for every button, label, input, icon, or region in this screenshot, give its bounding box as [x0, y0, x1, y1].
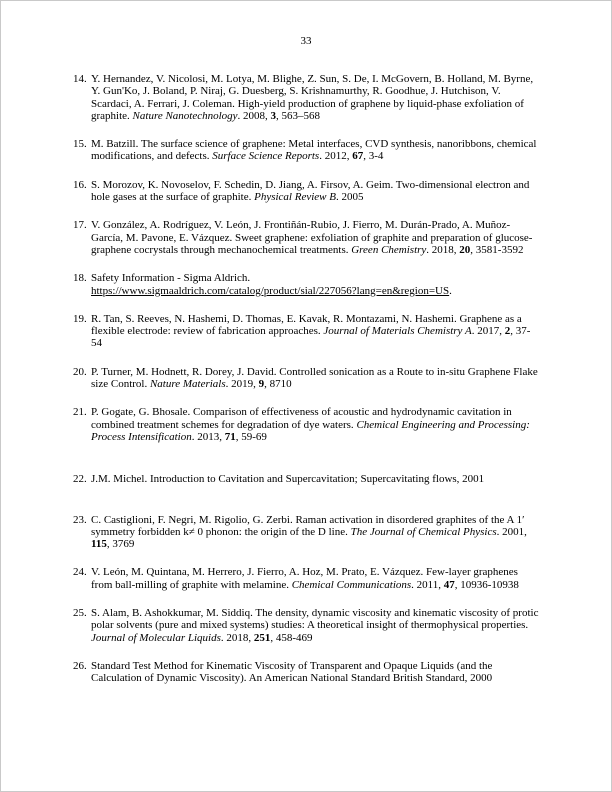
reference-text: C. Castiglioni, F. Negri, M. Rigolio, G. Zerbi. Raman activation in disordered graphites of the A 1′ symmetry forbidden k≠ 0 phonon: the origin of the D line.: [91, 513, 525, 538]
reference-text: . 2005: [335, 191, 364, 204]
reference-number: 14.: [73, 73, 87, 85]
reference-text: P. Gogate, G. Bhosale. Comparison of effectiveness of acoustic and hydrodynamic cavitation in combined treatment schemes for degradation of dye waters.: [91, 406, 512, 431]
reference-item: [73, 73, 539, 122]
reference-text: S. Alam, B. Ashokkumar, M. Siddiq. The density, dynamic viscosity and kinematic viscosity of protic polar solvents (pure and mixed systems) studies: A theoretical insight of thermophysical properties.: [91, 607, 539, 632]
reference-text: . 2011,: [411, 578, 444, 591]
reference-text: , 8710: [264, 378, 292, 391]
reference-text: S. Morozov, K. Novoselov, F. Schedin, D. Jiang, A. Firsov, A. Geim. Two-dimensional electron and hole gases at the surface of graphite.: [91, 178, 530, 204]
reference-text: . 2001,: [496, 525, 527, 538]
reference-text: , 3-4: [363, 150, 384, 163]
reference-number: 25.: [73, 607, 87, 620]
reference-text: Safety Information - Sigma Aldrich.: [91, 272, 251, 285]
reference-number: 19.: [73, 312, 87, 325]
reference-text: . 2018,: [220, 631, 254, 644]
reference-number: 26.: [73, 659, 87, 672]
reference-item: [73, 473, 539, 485]
reference-number: 16.: [73, 178, 87, 191]
reference-text: The Journal of Chemical Physics: [350, 525, 497, 538]
reference-number: 17.: [73, 219, 87, 232]
reference-item: [73, 514, 539, 551]
reference-text: R. Tan, S. Reeves, N. Hashemi, D. Thomas, E. Kavak, R. Montazami, N. Hashemi. Graphene as a flexible electrode: review of fabrication approaches.: [91, 312, 522, 338]
reference-text: V. González, A. Rodríguez, V. León, J. Frontiñán-Rubio, J. Fierro, M. Durán-Prado, A. Muñoz-García, M. Pavone, E. Vázquez. Sweet graphene: exfoliation of graphite and preparation of glucose-graphene cocrystals through mechanochemical treatments.: [91, 219, 533, 256]
reference-text: Physical Review B: [254, 191, 336, 204]
reference-text: Nature Nanotechnology: [132, 109, 238, 122]
reference-item: [73, 138, 539, 163]
reference-text: 47: [443, 578, 455, 591]
reference-text: , 59-69: [235, 430, 267, 443]
reference-item: [73, 566, 539, 591]
reference-text: Y. Hernandez, V. Nicolosi, M. Lotya, M. Blighe, Z. Sun, S. De, I. McGovern, B. Holland, M. Byrne, Y. Gun'Ko, J. Boland, P. Niraj, G. Duesberg, S. Krishnamurthy, R. Goodhue, J. Hutchison, V. Scardaci, A. Ferrari, J. Coleman. High-yield production of graphene by liquid-phase exfoliation of graphite.: [91, 73, 534, 122]
reference-text: . 2017,: [471, 325, 505, 338]
reference-text: V. León, M. Quintana, M. Herrero, J. Fierro, A. Hoz, M. Prato, E. Vázquez. Few-layer graphenes from ball-milling of graphite with melamine.: [91, 566, 518, 591]
reference-item: [73, 272, 539, 297]
reference-text: 9: [258, 378, 265, 391]
reference-number: 20.: [73, 365, 87, 378]
reference-text: 115: [91, 538, 107, 551]
reference-number: 18.: [73, 272, 87, 285]
reference-text: Journal of Materials Chemistry A: [323, 325, 472, 338]
reference-text: , 3581-3592: [470, 243, 524, 256]
reference-text: , 458-469: [270, 631, 313, 644]
reference-item: [73, 219, 539, 256]
reference-item: [73, 607, 539, 644]
reference-link[interactable]: https://www.sigmaaldrich.com/catalog/product/sial/227056?lang=en&region=US: [91, 284, 450, 297]
reference-text: Chemical Communications: [291, 578, 412, 591]
reference-text: Standard Test Method for Kinematic Viscosity of Transparent and Opaque Liquids (and the Calculation of Dynamic Viscosity). An American National Standard British Standard, 2000: [91, 659, 493, 685]
reference-number: 15.: [73, 138, 87, 151]
reference-item: [73, 179, 539, 204]
reference-text: , 563–568: [276, 109, 321, 122]
reference-text: , 37-54: [91, 325, 531, 350]
reference-text: , 3769: [106, 538, 135, 551]
reference-text: . 2018,: [426, 243, 460, 256]
reference-item: [73, 313, 539, 350]
reference-text: 71: [224, 430, 236, 443]
reference-text: . 2012,: [319, 150, 353, 163]
reference-text: J.M. Michel. Introduction to Cavitation and Supercavitation; Supercavitating flows, 2001: [91, 473, 485, 486]
reference-text: Green Chemistry: [351, 243, 427, 256]
reference-text: 251: [253, 631, 271, 644]
reference-list: [73, 73, 539, 685]
reference-number: 23.: [73, 513, 87, 526]
reference-text: 67: [352, 150, 364, 163]
reference-text: P. Turner, M. Hodnett, R. Dorey, J. David. Controlled sonication as a Route to in-situ Graphene Flake size Control.: [91, 365, 538, 391]
reference-text: 3: [270, 109, 277, 122]
reference-text: M. Batzill. The surface science of graphene: Metal interfaces, CVD synthesis, nanoribbons, chemical modifications, and defects.: [91, 138, 537, 163]
reference-item: [73, 406, 539, 443]
reference-number: 24.: [73, 566, 87, 579]
reference-number: 22.: [73, 473, 87, 486]
reference-item: [73, 366, 539, 391]
reference-text: Chemical Engineering and Processing: Process Intensification: [91, 418, 530, 443]
reference-text: Nature Materials: [149, 378, 226, 391]
reference-item: [73, 660, 539, 685]
reference-text: 20: [459, 243, 471, 256]
reference-number: 21.: [73, 406, 87, 419]
reference-text: Journal of Molecular Liquids: [91, 631, 221, 644]
page-number: 33: [300, 35, 312, 47]
reference-text: 2: [504, 325, 511, 338]
reference-text: . 2013,: [191, 430, 225, 443]
reference-text: . 2008,: [237, 109, 271, 122]
reference-text: Surface Science Reports: [212, 150, 320, 163]
reference-text: .: [449, 284, 452, 297]
reference-text: . 2019,: [225, 378, 259, 391]
reference-text: , 10936-10938: [454, 578, 519, 591]
